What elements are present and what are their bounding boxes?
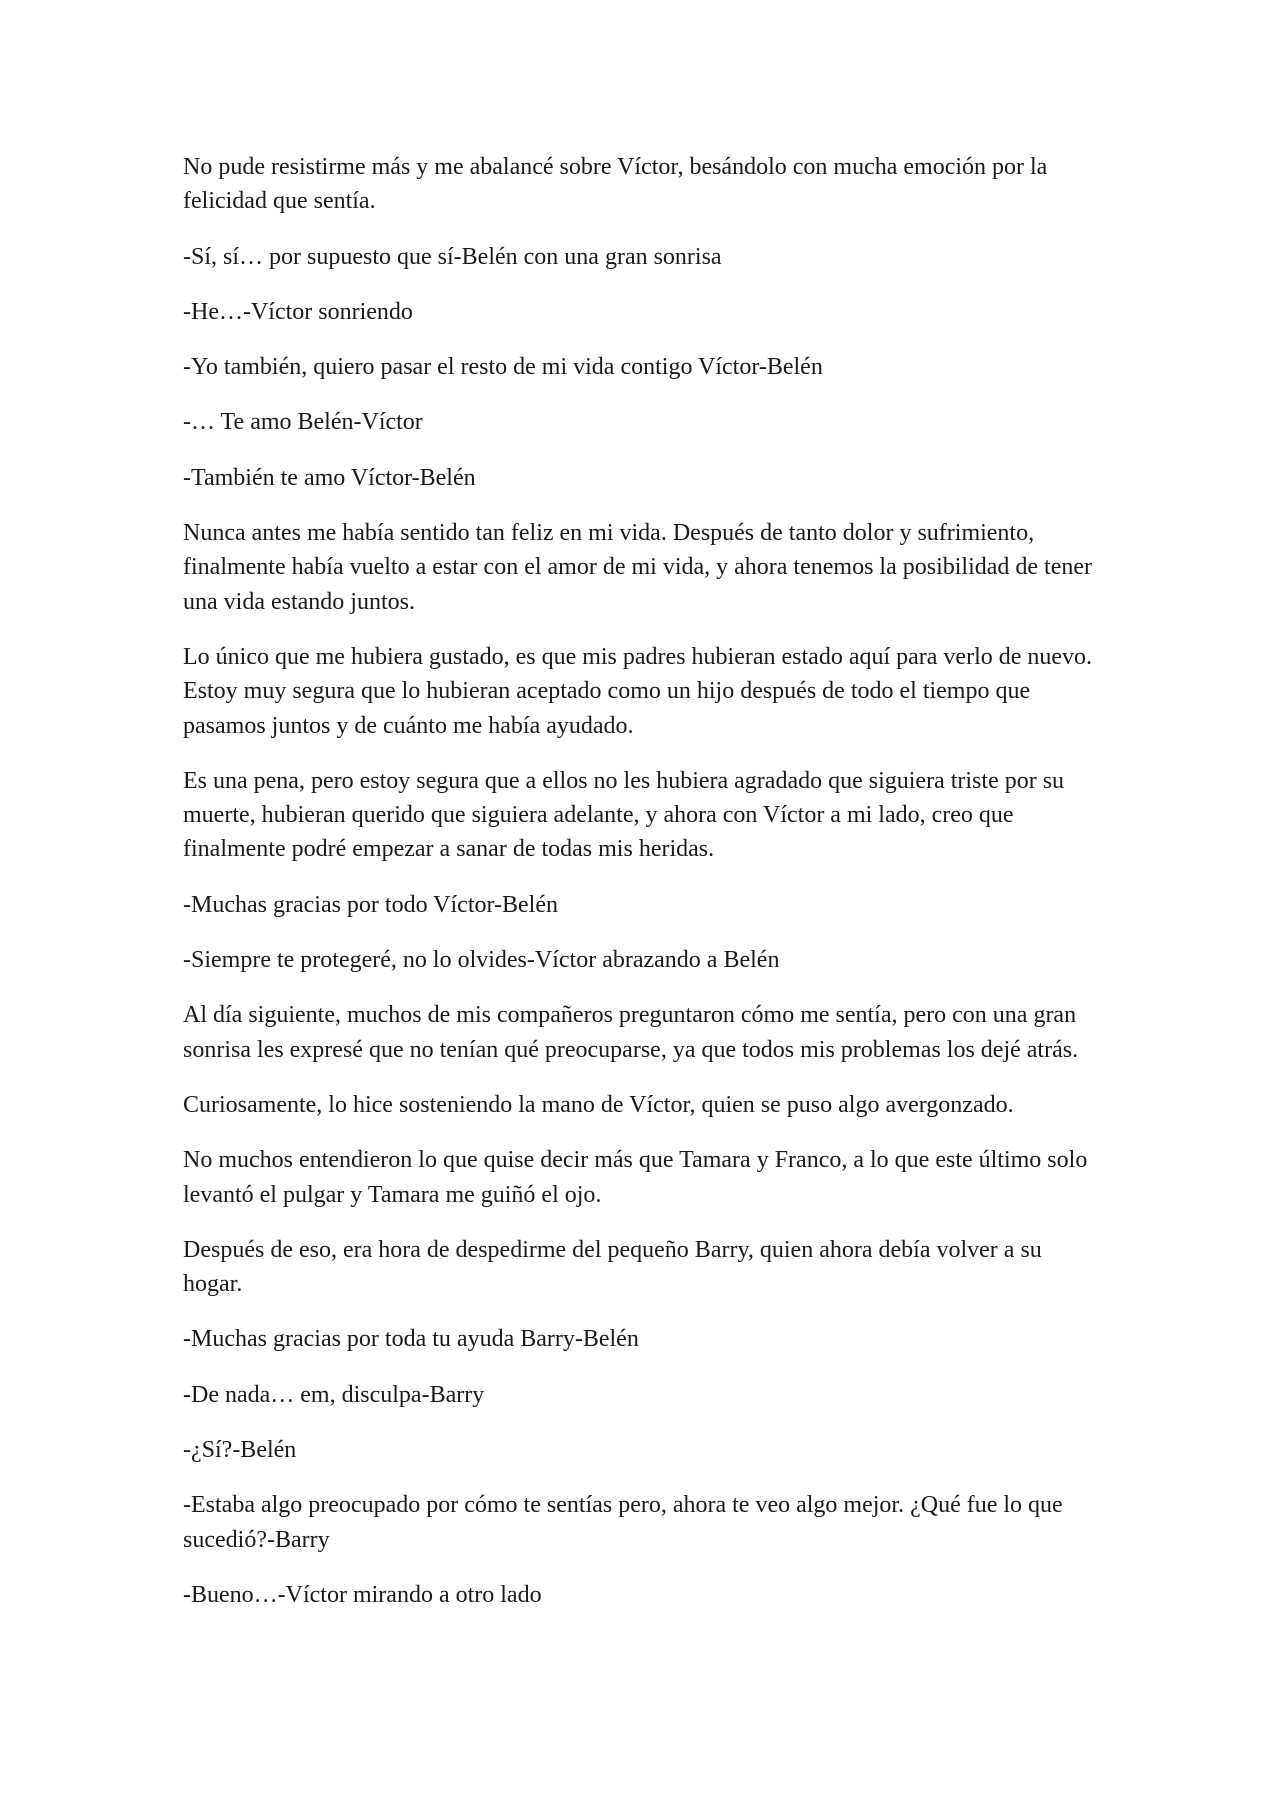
paragraph: -… Te amo Belén-Víctor [183,409,423,436]
paragraph: Después de eso, era hora de despedirme del pequeño Barry, quien ahora debía volver a su hogar. [183,1236,1042,1298]
paragraph: Es una pena, pero estoy segura que a ellos no les hubiera agradado que siguiera triste por su muerte, hubieran querido que siguiera adelante, y ahora con Víctor a mi lado, creo que finalmente podré empezar a sanar de todas mis heridas. [183,767,1065,863]
paragraph: -También te amo Víctor-Belén [183,464,476,491]
paragraph: Curiosamente, lo hice sosteniendo la mano de Víctor, quien se puso algo avergonzado. [183,1091,1014,1118]
paragraph: -Muchas gracias por todo Víctor-Belén [183,891,558,918]
paragraph: -Bueno…-Víctor mirando a otro lado [183,1581,542,1608]
paragraph: Al día siguiente, muchos de mis compañeros preguntaron cómo me sentía, pero con una gran sonrisa les expresé que no tenían qué preocuparse, ya que todos mis problemas los dejé atrás. [183,1002,1079,1063]
paragraph: No pude resistirme más y me abalancé sobre Víctor, besándolo con mucha emoción por la felicidad que sentía. [183,154,1048,215]
paragraph: -De nada… em, disculpa-Barry [183,1381,485,1408]
paragraph: -Yo también, quiero pasar el resto de mi vida contigo Víctor-Belén [183,354,823,381]
paragraph: Lo único que me hubiera gustado, es que mis padres hubieran estado aquí para verlo de nuevo. Estoy muy segura que lo hubieran aceptado como un hijo después de todo el tiempo que pasamos juntos y de cuánto me había ayudado. [183,643,1093,739]
paragraph: No muchos entendieron lo que quise decir más que Tamara y Franco, a lo que este último solo levantó el pulgar y Tamara me guiñó el ojo. [183,1147,1088,1208]
paragraph: -Siempre te protegeré, no lo olvides-Víctor abrazando a Belén [183,947,780,974]
paragraph: -He…-Víctor sonriendo [183,298,413,325]
paragraph: Nunca antes me había sentido tan feliz en mi vida. Después de tanto dolor y sufrimiento, finalmente había vuelto a estar con el amor de mi vida, y ahora tenemos la posibilidad de tener una vida estando juntos. [183,520,1093,615]
paragraph: -Muchas gracias por toda tu ayuda Barry-Belén [183,1326,639,1353]
document-page [183,150,1098,1633]
paragraph: -¿Sí?-Belén [183,1437,297,1464]
paragraph: -Sí, sí… por supuesto que sí-Belén con una gran sonrisa [183,243,722,270]
paragraph: -Estaba algo preocupado por cómo te sentías pero, ahora te veo algo mejor. ¿Qué fue lo que sucedió?-Barry [183,1492,1063,1553]
